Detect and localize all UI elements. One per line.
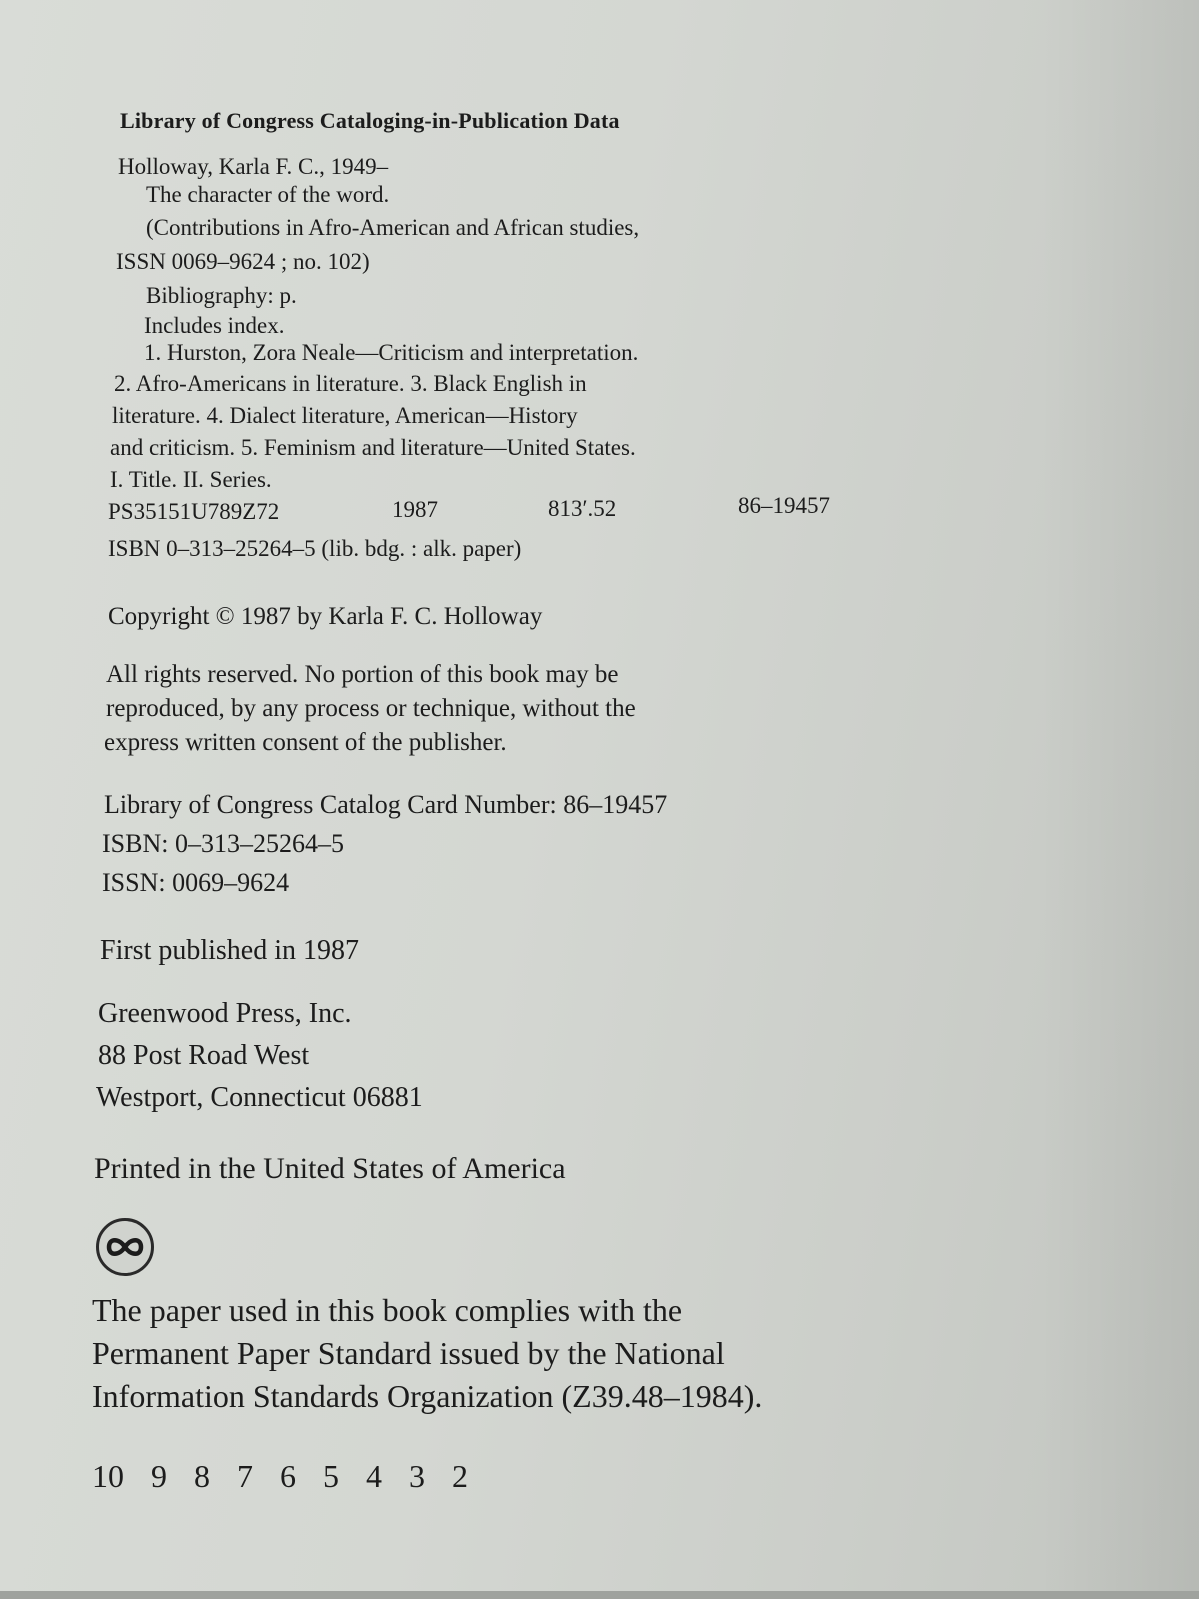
cip-lccn: 86–19457 xyxy=(738,493,830,518)
printing-number: 4 xyxy=(366,1458,382,1494)
infinity-symbol xyxy=(105,1236,145,1258)
cip-title: The character of the word. xyxy=(146,182,390,207)
printing-numbers xyxy=(92,1460,495,1492)
cip-year: 1987 xyxy=(392,497,438,522)
printing-number: 5 xyxy=(323,1458,339,1494)
cip-heading: Library of Congress Cataloging-in-Publication Data xyxy=(120,108,620,133)
card-number: Library of Congress Catalog Card Number: 86–19457 xyxy=(104,790,668,819)
printed-in: Printed in the United States of America xyxy=(94,1152,566,1185)
printing-number: 3 xyxy=(409,1458,425,1494)
publisher-street: 88 Post Road West xyxy=(98,1040,310,1071)
printing-number: 8 xyxy=(194,1458,210,1494)
cip-subjects-line2: 2. Afro-Americans in literature. 3. Black English in xyxy=(114,371,587,396)
paper-line1: The paper used in this book complies with the xyxy=(92,1292,683,1328)
paper-line2: Permanent Paper Standard issued by the National xyxy=(92,1335,725,1371)
cip-series-line1: (Contributions in Afro-American and African studies, xyxy=(146,215,640,240)
cip-isbn: ISBN 0–313–25264–5 (lib. bdg. : alk. paper) xyxy=(108,536,522,561)
publisher-city: Westport, Connecticut 06881 xyxy=(96,1082,423,1113)
printing-number: 7 xyxy=(237,1458,253,1494)
cip-dewey: 813′.52 xyxy=(548,496,617,521)
cip-series-line2: ISSN 0069–9624 ; no. 102) xyxy=(116,249,370,274)
paper-line3: Information Standards Organization (Z39.48–1984). xyxy=(92,1378,763,1414)
printing-number: 2 xyxy=(452,1458,468,1494)
cip-subjects-line5: I. Title. II. Series. xyxy=(110,467,272,492)
cip-author: Holloway, Karla F. C., 1949– xyxy=(118,154,389,179)
rights-line3: express written consent of the publisher. xyxy=(104,729,507,756)
publisher-name: Greenwood Press, Inc. xyxy=(98,998,352,1029)
cip-subjects-line4: and criticism. 5. Feminism and literature—United States. xyxy=(110,435,636,460)
cip-subjects-line1: 1. Hurston, Zora Neale—Criticism and interpretation. xyxy=(144,340,639,365)
cip-call-number: PS35151U789Z72 xyxy=(108,499,280,524)
issn: ISSN: 0069–9624 xyxy=(102,868,290,897)
first-published: First published in 1987 xyxy=(100,935,360,966)
cip-index: Includes index. xyxy=(144,313,285,338)
cip-bibliography: Bibliography: p. xyxy=(146,283,297,308)
infinity-icon xyxy=(96,1218,154,1276)
cip-subjects-line3: literature. 4. Dialect literature, American—History xyxy=(112,403,578,428)
rights-line2: reproduced, by any process or technique, without the xyxy=(106,695,636,722)
copyright-notice: Copyright © 1987 by Karla F. C. Holloway xyxy=(108,603,543,630)
printing-number: 10 xyxy=(92,1458,124,1494)
rights-line1: All rights reserved. No portion of this book may be xyxy=(106,661,619,688)
printing-number: 9 xyxy=(151,1458,167,1494)
isbn: ISBN: 0–313–25264–5 xyxy=(102,829,344,858)
printing-number: 6 xyxy=(280,1458,296,1494)
